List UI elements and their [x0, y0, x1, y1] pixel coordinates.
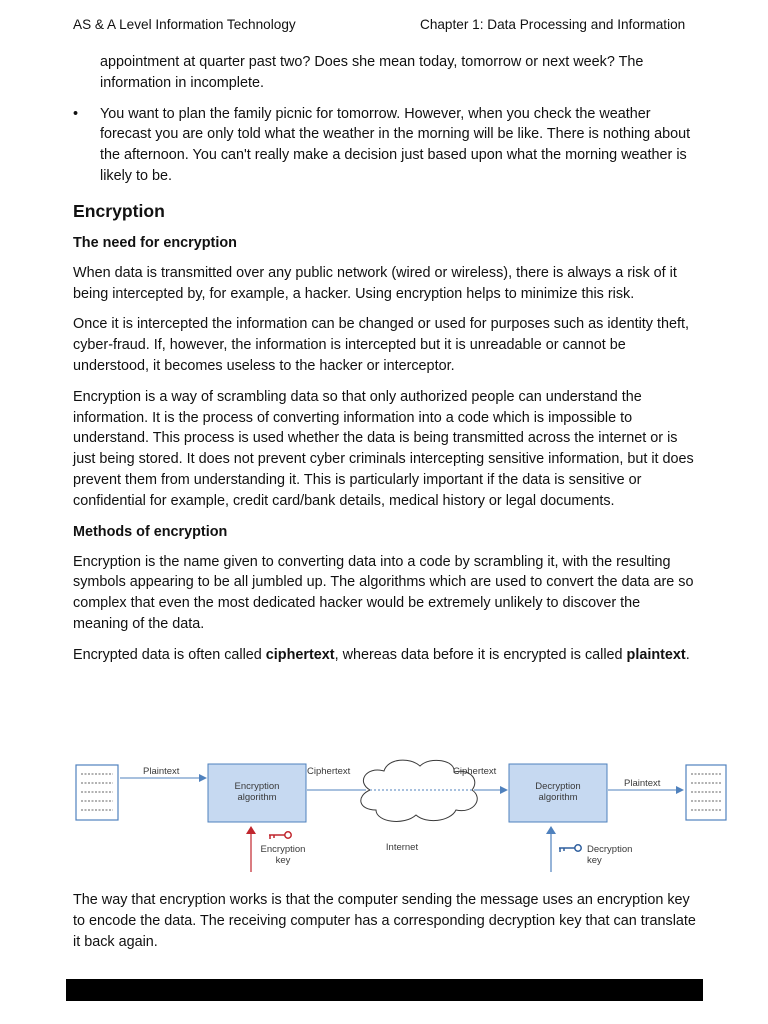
- intro-continuation: appointment at quarter past two? Does she mean today, tomorrow or next week? The information in incomplete.: [100, 54, 644, 91]
- footer-bar: [66, 979, 703, 1001]
- subheading-need-for-encryption: The need for encryption: [73, 234, 237, 251]
- label-plaintext-left: Plaintext: [143, 766, 180, 777]
- decryption-algorithm-box: [509, 764, 607, 822]
- label-encryption-key-1: Encryption: [260, 844, 306, 855]
- paragraph-need-1: When data is transmitted over any public network (wired or wireless), there is always a risk of it being intercepted by, for example, a hacker. Using encryption helps to minimize this risk.: [73, 264, 677, 302]
- encryption-algorithm-box: [208, 764, 306, 822]
- paragraph-methods-1: Encryption is the name given to converting data into a code by scrambling it, with the resulting symbols appearing to be all jumbled up. The algorithms which are used to convert the data are so complex that even the most dedicated hacker would be extremely unlikely to discover the meaning of the data.: [73, 553, 694, 632]
- bullet-text: You want to plan the family picnic for tomorrow. However, when you check the weather forecast you are only told what the weather in the morning will be like. There is nothing about the afternoon. You can't really make a decision just based upon what the morning weather is likely to be.: [100, 105, 691, 184]
- plaintext-document-right: [686, 765, 726, 820]
- text-run: , whereas data before it is encrypted is called: [334, 646, 627, 663]
- header-chapter-title: Chapter 1: Data Processing and Information: [420, 17, 686, 32]
- label-ciphertext-left: Ciphertext: [307, 766, 351, 777]
- decryption-key-icon: [546, 826, 581, 872]
- label-ciphertext-right: Ciphertext: [453, 766, 497, 777]
- label-enc-algo-2: algorithm: [237, 792, 277, 803]
- page-body: [73, 52, 698, 676]
- label-plaintext-right: Plaintext: [624, 778, 661, 789]
- label-decryption-key-2: key: [587, 855, 602, 866]
- label-dec-algo-2: algorithm: [538, 792, 578, 803]
- closing-section: [73, 890, 698, 962]
- label-dec-algo-1: Decryption: [535, 781, 581, 792]
- bullet-item: [73, 104, 698, 187]
- section-heading-encryption: Encryption: [73, 200, 165, 221]
- label-internet: Internet: [385, 842, 419, 853]
- paragraph-closing: The way that encryption works is that the computer sending the message uses an encryption key to encode the data. The receiving computer has a corresponding decryption key that can translate it back again.: [73, 892, 696, 950]
- encryption-diagram: [70, 752, 730, 882]
- subheading-methods-of-encryption: Methods of encryption: [73, 523, 228, 540]
- text-run: Encrypted data is often called: [73, 646, 266, 663]
- label-encryption-key-2: key: [275, 855, 291, 866]
- term-plaintext: plaintext: [626, 646, 686, 663]
- bullet-marker: •: [73, 105, 79, 122]
- header-book-title: AS & A Level Information Technology: [73, 17, 296, 32]
- term-ciphertext: ciphertext: [265, 646, 335, 663]
- paragraph-methods-2: [73, 645, 698, 666]
- label-enc-algo-1: Encryption: [234, 781, 280, 792]
- paragraph-need-3: Encryption is a way of scrambling data so that only authorized people can understand the information. It is the process of converting information into a code which is impossible to understand. This process is used whether the data is being transmitted across the internet or is just being stored. It does not prevent cyber criminals intercepting sensitive information, but it does prevent them from understanding it. This is particularly important if the data is sensitive or confidential for example, credit card/bank details, medical history or legal documents.: [73, 388, 694, 509]
- text-run: .: [685, 646, 690, 663]
- label-decryption-key-1: Decryption: [587, 844, 633, 855]
- paragraph-need-2: Once it is intercepted the information can be changed or used for purposes such as identity theft, cyber-fraud. If, however, the information is intercepted but it is unreadable or cannot be understood, it becomes useless to the hacker or interceptor.: [73, 316, 689, 374]
- plaintext-document-left: [76, 765, 118, 820]
